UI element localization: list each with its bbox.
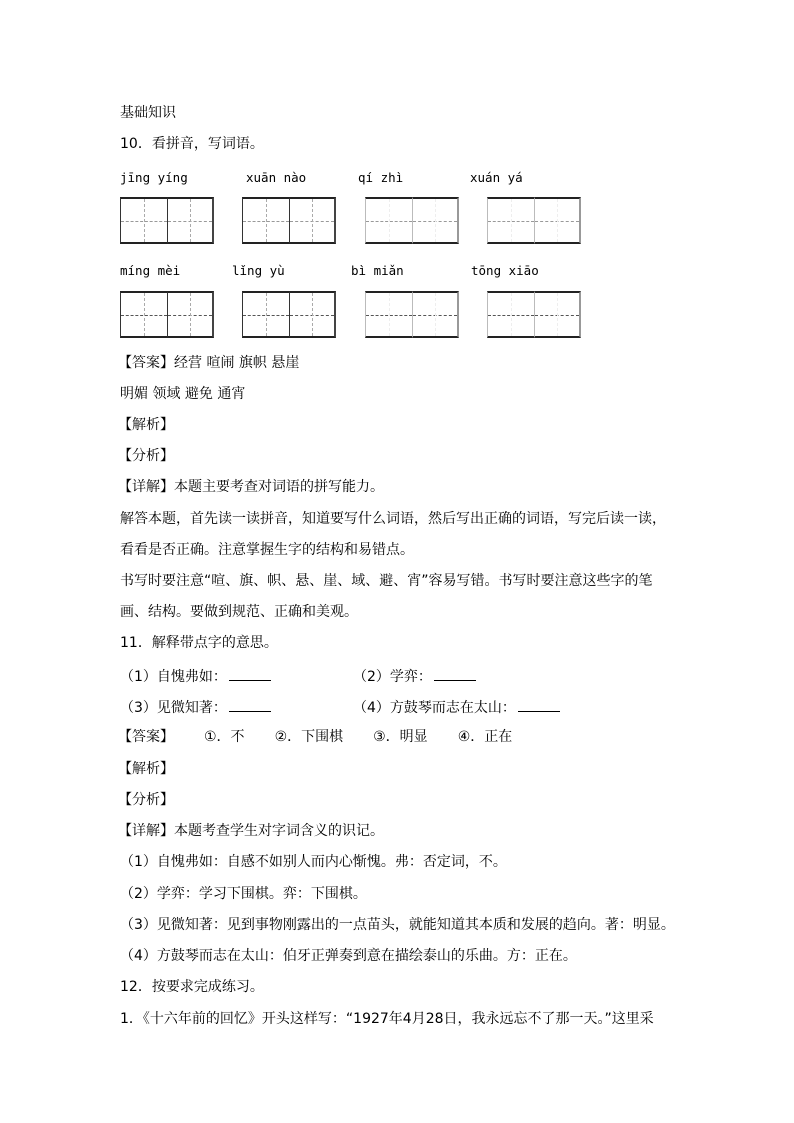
explanation-text: （4）方鼓琴而志在太山：伯牙正弹奏到意在描绘泰山的乐曲。方：正在。 (120, 948, 577, 964)
explanation-text: （1）自愧弗如：自感不如别人而内心惭愧。弗：否定词，不。 (120, 854, 507, 870)
question-11-title: 11．解释带点字的意思。 (120, 635, 278, 651)
detail-paragraph: 【详解】本题考查学生对字词含义的识记。 (118, 823, 384, 839)
pinyin-label: xuān nào (246, 170, 307, 185)
grid-cell[interactable] (487, 291, 534, 338)
question-item (353, 697, 560, 717)
grid-cell[interactable] (365, 291, 412, 338)
writing-grid[interactable] (242, 197, 336, 244)
pinyin-label: tōng xiāo (471, 263, 539, 278)
detail-paragraph: 【详解】本题主要考查对词语的拼写能力。 (118, 479, 384, 495)
explanation-text: 解答本题，首先读一读拼音，知道要写什么词语，然后写出正确的词语，写完后读一读， (120, 511, 666, 527)
pinyin-label: xuán yá (470, 170, 523, 185)
answer-item: ③．明显 (373, 729, 428, 745)
grid-cell[interactable] (167, 291, 214, 338)
answer-item: ①．不 (204, 729, 245, 745)
writing-grid[interactable] (487, 291, 581, 338)
explanation-text: 画、结构。要做到规范、正确和美观。 (120, 604, 358, 620)
writing-grid[interactable] (120, 197, 214, 244)
answer-blank[interactable] (434, 666, 476, 681)
answer-blank[interactable] (518, 697, 560, 712)
grid-cell[interactable] (412, 197, 459, 244)
fenxi-heading: 【分析】 (118, 792, 174, 808)
grid-cell[interactable] (167, 197, 214, 244)
answer-item: ④．正在 (457, 729, 513, 745)
grid-cell[interactable] (534, 291, 581, 338)
answer-blank[interactable] (229, 697, 271, 712)
writing-grid[interactable] (365, 197, 459, 244)
writing-grid[interactable] (120, 291, 214, 338)
explanation-text: （3）见微知著：见到事物刚露出的一点苗头，就能知道其本质和发展的趋向。著：明显。 (120, 917, 675, 933)
question-12-title: 12．按要求完成练习。 (120, 979, 264, 995)
grid-cell[interactable] (120, 197, 167, 244)
question-12-subitem: 1．《十六年前的回忆》开头这样写：“1927年4月28日，我永远忘不了那一天。”这里采 (120, 1011, 654, 1027)
answer-line: 【答案】经营 喧闹 旗帜 悬崖 (118, 355, 300, 371)
writing-grid[interactable] (242, 291, 336, 338)
question-item-label: （3）见微知著： (120, 700, 227, 716)
analysis-heading: 【解析】 (118, 417, 174, 433)
pinyin-label: bì miǎn (351, 263, 404, 278)
answer-line-continued: 明媚 领域 避免 通宵 (120, 386, 246, 402)
pinyin-label: lǐng yù (232, 263, 285, 278)
grid-cell[interactable] (412, 291, 459, 338)
analysis-heading: 【解析】 (118, 761, 174, 777)
grid-cell[interactable] (534, 197, 581, 244)
grid-cell[interactable] (487, 197, 534, 244)
grid-cell[interactable] (242, 197, 289, 244)
section-title: 基础知识 (120, 105, 176, 121)
grid-cell[interactable] (289, 291, 336, 338)
fenxi-heading: 【分析】 (118, 448, 174, 464)
pinyin-label: jīng yíng (120, 170, 188, 185)
explanation-text: 书写时要注意“喧、旗、帜、悬、崖、域、避、宵”容易写错。书写时要注意这些字的笔 (120, 573, 653, 589)
pinyin-label: míng mèi (120, 263, 181, 278)
grid-cell[interactable] (242, 291, 289, 338)
answer-blank[interactable] (229, 666, 271, 681)
question-item (120, 697, 271, 717)
answer-line (118, 728, 512, 746)
grid-cell[interactable] (289, 197, 336, 244)
question-item-label: （1）自愧弗如： (120, 669, 227, 685)
explanation-text: 看看是否正确。注意掌握生字的结构和易错点。 (120, 542, 414, 558)
pinyin-label: qí zhì (358, 170, 404, 185)
question-item-label: （2）学弈： (353, 669, 432, 685)
writing-grid[interactable] (365, 291, 459, 338)
explanation-text: （2）学弈：学习下围棋。弈：下围棋。 (120, 886, 367, 902)
question-item (353, 666, 476, 686)
writing-grid[interactable] (487, 197, 581, 244)
question-item-label: （4）方鼓琴而志在太山： (353, 700, 516, 716)
grid-cell[interactable] (365, 197, 412, 244)
question-10-title: 10．看拼音，写词语。 (120, 136, 264, 152)
answer-label: 【答案】 (118, 729, 174, 745)
answer-item: ②．下围棋 (274, 729, 344, 745)
grid-cell[interactable] (120, 291, 167, 338)
question-item (120, 666, 271, 686)
